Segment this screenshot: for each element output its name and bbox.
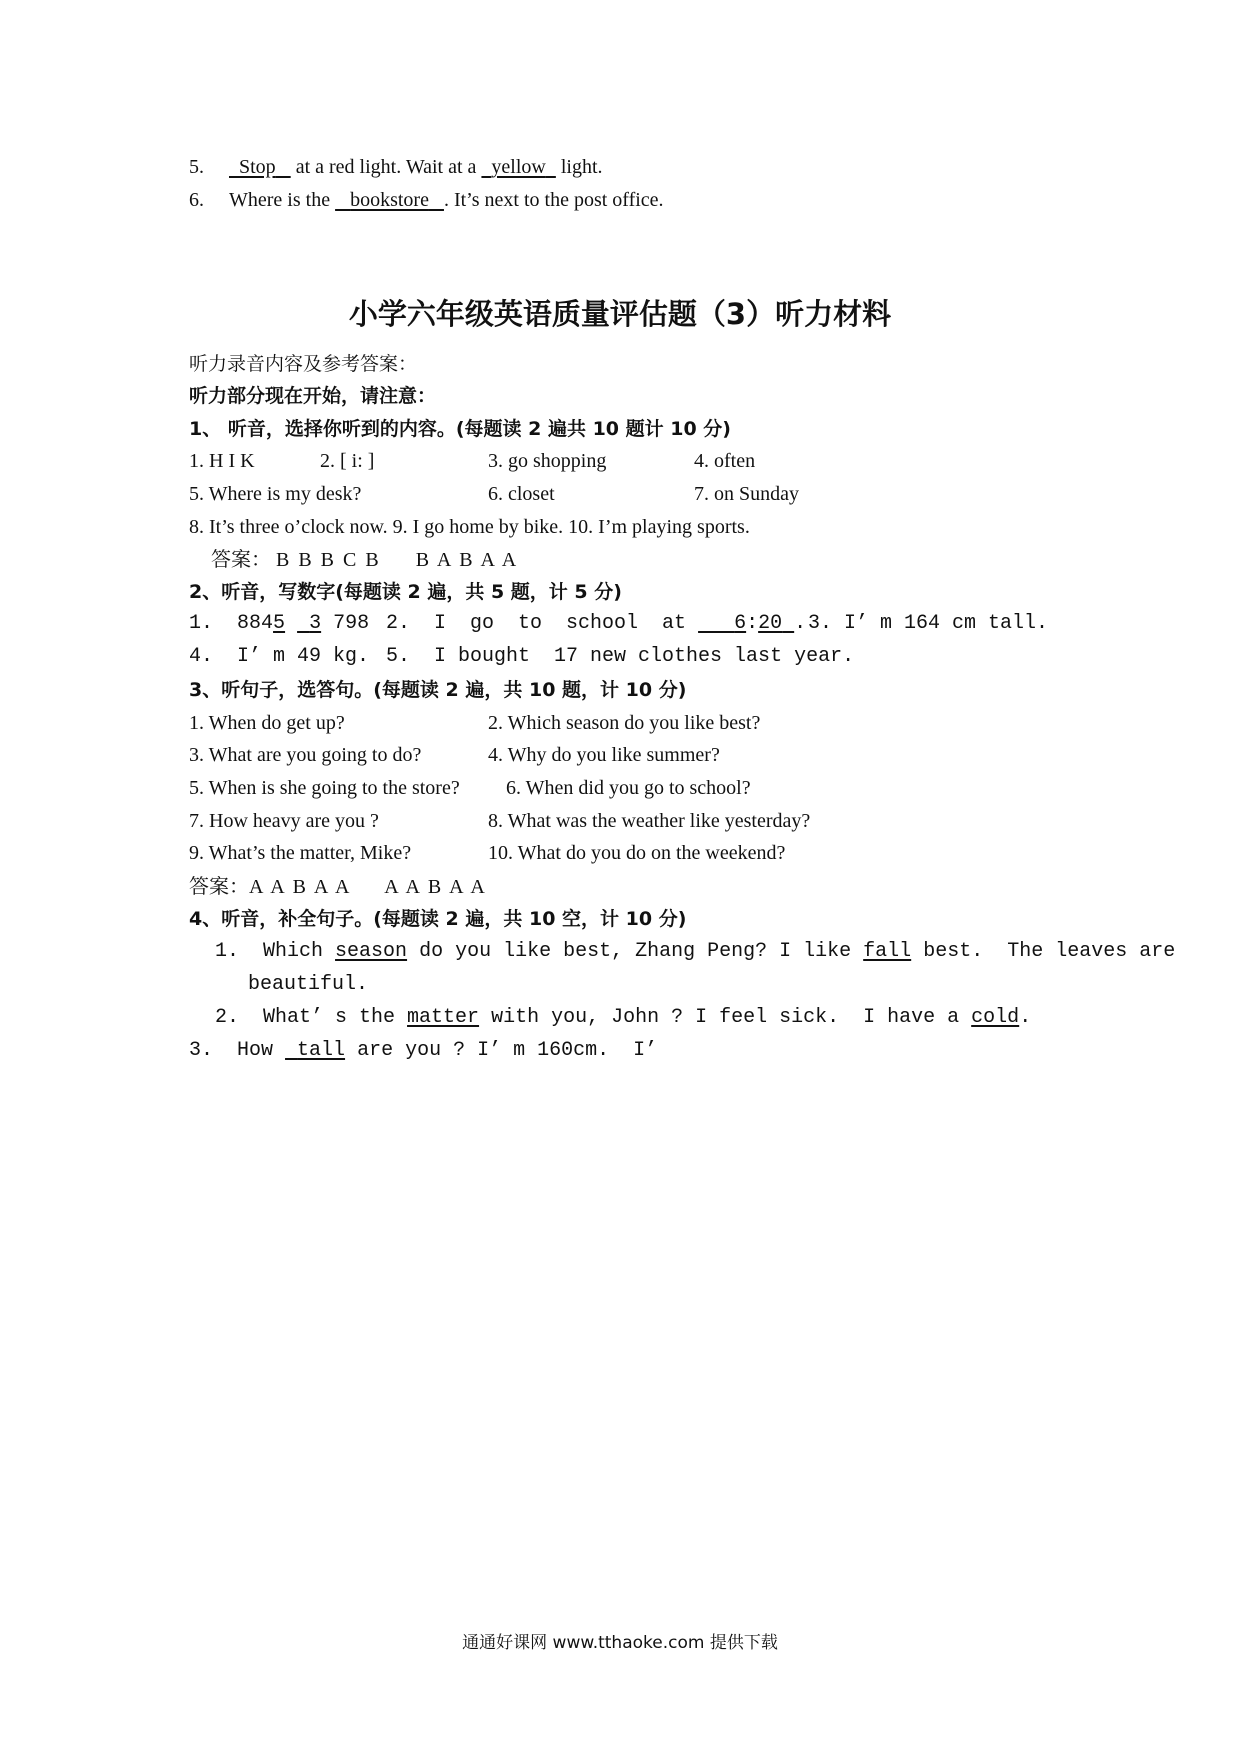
s3-item: 10. What do you do on the weekend? <box>488 842 786 864</box>
item-6 <box>189 187 664 213</box>
section-3-heading: 3、听句子，选答句。(每题读 2 遍，共 10 题，计 10 分) <box>189 679 687 701</box>
answer-blank: 5 <box>273 612 286 635</box>
s1-item: 6. closet <box>488 483 555 505</box>
s1-item: 5. Where is my desk? <box>189 483 362 505</box>
s3-answers <box>189 873 487 900</box>
item-5 <box>189 154 603 180</box>
item-text: at a red light. Wait at a <box>295 156 477 178</box>
s2-q3: 3. I’ m 164 cm tall. <box>808 612 1049 635</box>
s2-q5: 5. I bought 17 new clothes last year. <box>386 645 855 668</box>
s4-q1: 1. Which season do you like best, Zhang Peng? I like fall best. The leaves are <box>215 940 1176 963</box>
answer-key: B B B C B B A B A A <box>276 549 519 571</box>
answer-blank: fall <box>863 940 912 963</box>
s3-item: 9. What’s the matter, Mike? <box>189 842 412 864</box>
item-text: light. <box>560 156 603 178</box>
item-text: Where is the <box>229 189 331 211</box>
answer-label: 答案： <box>211 547 271 571</box>
s2-q2: 2. I go to school at 6:20 . <box>386 612 807 635</box>
section-2-heading: 2、听音，写数字(每题读 2 遍，共 5 题，计 5 分) <box>189 581 622 603</box>
s1-item: 1. H I K <box>189 450 255 472</box>
s3-item: 2. Which season do you like best? <box>488 712 761 734</box>
s3-item: 7. How heavy are you ? <box>189 810 379 832</box>
answer-blank: 20 <box>758 612 783 635</box>
s1-row3: 8. It’s three o’clock now. 9. I go home by bike. 10. I’m playing sports. <box>189 516 750 538</box>
s3-item: 3. What are you going to do? <box>189 744 422 766</box>
page-title: 小学六年级英语质量评估题（3）听力材料 <box>348 297 892 331</box>
s3-item: 5. When is she going to the store? <box>189 777 460 799</box>
s1-item: 7. on Sunday <box>694 483 799 505</box>
answer-blank: season <box>335 940 408 963</box>
s3-item: 8. What was the weather like yesterday? <box>488 810 811 832</box>
item-text: . It’s next to the post office. <box>443 189 664 211</box>
answer-blank: yellow <box>491 156 546 178</box>
s4-q2: 2. What’ s the matter with you, John ? I feel sick. I have a cold. <box>215 1006 1032 1029</box>
section-1-heading: 1、 听音，选择你听到的内容。(每题读 2 遍共 10 题计 10 分) <box>189 418 731 440</box>
s2-q4: 4. I’ m 49 kg. <box>189 645 370 668</box>
s1-item: 2. [ i: ] <box>320 450 375 472</box>
answer-blank: tall <box>297 1039 346 1062</box>
item-number: 6. <box>189 189 204 211</box>
s3-item: 1. When do get up? <box>189 712 345 734</box>
answer-blank: cold <box>971 1006 1020 1029</box>
answer-blank: matter <box>407 1006 480 1029</box>
footer-credit: 通通好课网 www.tthaoke.com 提供下载 <box>462 1633 778 1653</box>
s4-q3: 3. How tall are you ? I’ m 160cm. I’ <box>189 1039 658 1062</box>
answer-key: A A B A A A A B A A <box>249 876 487 898</box>
s1-item: 3. go shopping <box>488 450 607 472</box>
item-number: 5. <box>189 156 204 178</box>
answer-label: 答案： <box>189 874 249 898</box>
s4-q1-cont: beautiful. <box>248 973 369 996</box>
answer-blank: 6 <box>734 612 747 635</box>
answer-blank: 3 <box>309 612 322 635</box>
start-notice: 听力部分现在开始，请注意： <box>189 385 437 407</box>
answer-blank: bookstore <box>350 189 429 211</box>
s3-item: 6. When did you go to school? <box>506 777 751 799</box>
answer-blank: Stop <box>239 156 276 178</box>
s2-q1: 1. 8845 3 798 <box>189 612 370 635</box>
s3-item: 4. Why do you like summer? <box>488 744 720 766</box>
intro-text: 听力录音内容及参考答案： <box>189 353 418 375</box>
s1-item: 4. often <box>694 450 756 472</box>
section-4-heading: 4、听音，补全句子。(每题读 2 遍，共 10 空，计 10 分) <box>189 908 687 930</box>
s1-answers <box>211 546 518 573</box>
